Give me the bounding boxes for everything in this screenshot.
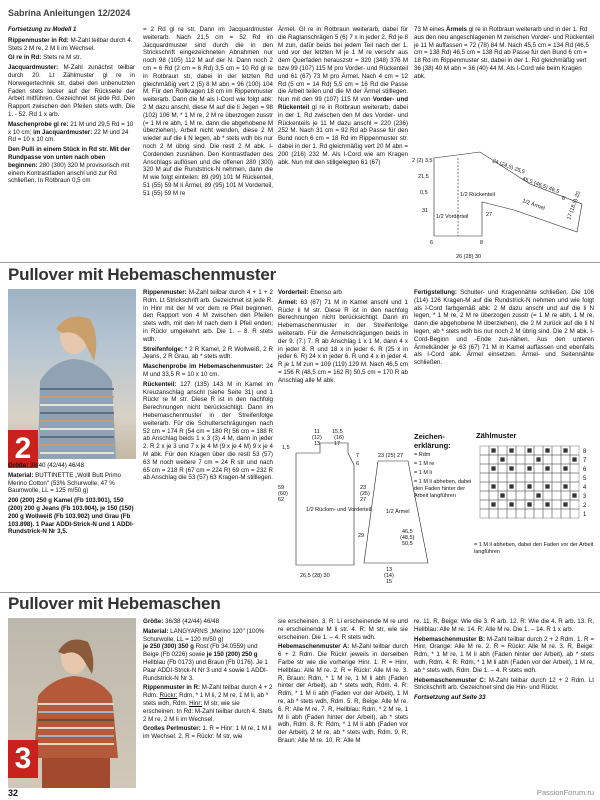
row-number: 2: [583, 503, 587, 509]
dim-label: (12): [312, 435, 322, 441]
label: Hebemaschenmuster C:: [414, 676, 486, 684]
text: re. 11. R, Beige: Wie die 3. R arb. 12. R: Wie die 4. R arb. 13. R, Hellblau: Alle M re. 14. R: Alle M re. Die 1. – 14. R 1 x arb.: [414, 618, 594, 633]
grid-mark: [528, 467, 532, 471]
dim-label: (16): [334, 435, 344, 441]
dim-label: (60): [278, 491, 288, 497]
dim-label: (25): [360, 491, 370, 497]
text: BUTTINETTE „Wolll Butt Primo Merino Cotton" (53% Schurwolle, 47 % Baumwolle, LL = 125 m/50 g): [8, 471, 122, 495]
legend-item: = 1 M li abheben, dabei den Faden hinter der Arbeit langführen: [414, 479, 472, 499]
grid-cell: [552, 500, 561, 509]
grid-cell: [498, 482, 507, 491]
grid-cell: [516, 482, 525, 491]
label: Vorder- und Rückenteil: [278, 96, 408, 111]
grid-cell: [516, 500, 525, 509]
legend: [414, 432, 476, 502]
text: 73 M eines: [414, 26, 446, 33]
text: M-Zahl zunächst teilbar durch 20. Lt Zählmuster gl re in Norwegertechnik str, dabei den unbenutzten Faden stets locker auf der Rückseite der Arbeit mitführen. Gezeichnet ist jede Rd. Den Rapport zwischen den Pfeilen stets wdh. Die 1. - 52. Rd 1 x arb.: [8, 64, 135, 118]
grid-cell: [534, 500, 543, 509]
sec2-col1: [8, 462, 138, 538]
grid-cell: [498, 464, 507, 473]
grid-mark: [510, 503, 514, 507]
sec2-col4: [414, 289, 594, 369]
label: Jacquardmuster:: [8, 64, 59, 72]
grid-mark: [573, 458, 577, 462]
grid-cell: [480, 455, 489, 464]
grid-mark: [492, 503, 496, 507]
legend-note: = 1 M li abheben, dabei den Faden vor der Arbeit langführen: [474, 542, 594, 555]
dim-label: 50,5: [402, 541, 413, 547]
legend-title: Zeichen-erklärung:: [414, 432, 451, 450]
text: LANGYARNS „Merino 120" (100% Schurwolle, LL = 120 m/50 g): [143, 627, 265, 643]
grid-mark: [492, 449, 496, 453]
grid-mark: [546, 449, 550, 453]
grid-mark: [564, 467, 568, 471]
text: Ärmel. Gl re in Rotbraun weiterarb, dabei für die Raglanschrägen 5 (6) 7 x in jeder 2. Rd je 8 M zun, dafür beids bei jedem Teil nach der 1. und vor der letzten M je 1 M re verschr aus dem Querfaden herauszstr = 320 (348) 376 M bzw 99 (107) 115 M pro Vorder- und Rückenteil und 61 (67) 73 M pro Ärmel. Nach 4 cm = 12 Rd (5 cm = 14 Rd) 5,5 cm = 16 Rd die Passe die Arbeit teilen und die M der Ärmel stilllegen. Nun mit den 99 (107) 115 M von: [278, 26, 408, 104]
grid-cell: [516, 509, 525, 518]
part-label: 1/2 Rücken- und Vorderteil: [306, 507, 372, 513]
text: je 150 (200) 250 g: [206, 651, 258, 659]
text: 21 M und 29,5 Rd = 10 x 10 cm;: [8, 120, 134, 136]
continuation-label: Fortsetzung zu Modell 1: [8, 27, 77, 33]
continuation-note: Fortsetzung auf Seite 33: [414, 694, 486, 702]
section-divider: [0, 262, 600, 263]
label: Rippenmuster in R:: [143, 684, 201, 692]
sec3-col2: [278, 618, 408, 747]
dim-label: 17 (18,5) 20: [566, 190, 583, 221]
col3-top: [278, 26, 408, 166]
grid-mark: [537, 494, 541, 498]
grid-cell: [552, 482, 561, 491]
text: 24 M und 33,5 R = 10 x 10 cm.: [143, 363, 273, 378]
trousers: [42, 758, 110, 788]
part-label: 1/2 Ärmel: [386, 509, 410, 515]
col2-top: = 2 Rd gl re str. Dann im Jacquardmuster weiterarb. Nach 21,5 cm = 52 Rd im Jacquardmuster sind durch die in den Strickschrift eingezeichneten Abnahmen nur noch 98 (105) 112 M auf der N. Dann noch 2 cm = 6 Rd (2 cm = 6 Rd) 3,5 cm = 10 Rd gl re in Rotbraun str, dabei in der letzten Rd gleichmäßig vert 2 (5) 8 M abn = 96 (100) 104 M. Für den Rollkragen 18 cm im Rippenmuster weiterarb. Dann die M als I-Cord wie folgt abk: 2 M dazu anschl, diese M auf die li Jegen = 98 (102) 106 M, * 1 M re, 2 M re überzogen zusstr (= 1 M re abh, 1 M re, dann die abgehobene M überziehen), Arbeit nicht wenden, diese 2 M wieder auf die li N legen, ab * stets wdh bis nur noch 2 M übrig sind. Die restl 2 M abk. I-Cordenden zusnähen. Den Kontrastfaden des Anschlags auflösen und die offenen 280 (300) 320 M auf die Rundstrick-N nehmen, dann die M wie folgt einteilen: 89 (99) 101 M Rückenteil, 51 (55) 59 M li Ärmel, 89 (95) 101 M Vorderteil, 51 (55) 59 M re: [143, 26, 273, 197]
col1-top: [8, 26, 135, 187]
grid-mark: [564, 503, 568, 507]
row-number: 5: [583, 476, 587, 482]
grid-cell: [498, 500, 507, 509]
part-label: 1/2 Vorderteil: [436, 214, 469, 220]
text: je 250 (300) 350 g: [143, 643, 194, 651]
dim-label: 24 (24,5) 25,5: [491, 158, 526, 176]
grid-mark: [537, 458, 541, 462]
sweater: [34, 676, 118, 758]
text: gl re in Rotbraun weiterarb, dabei in der 1. Rd zwischen den M des Vorder- und Rückenteils je 11 M dazu anschl = 220 (236) 252 M. Nach 31 cm = 92 Rd ab Passe für den Bund noch 6 cm = 18 Rd im Rippenmuster str. dabei in der 1. Rd gleichmäßig vert 20 M abn = 200 (216) 232 M. Als I-Cord wie am Kragen abk. Nun mit den stillgelegten 61 (67): [278, 103, 408, 166]
label: Großes Perlmuster:: [143, 725, 201, 733]
text: Hellblau (Fb 0173) und Braun (Fb 0176). Je 1 Paar ADDI-Strick-N Nr 3 und 4 sowie 1 ADDI-Rundstrick-N Nr 3.: [143, 658, 268, 682]
text: gl re in Rotbraun weiterarb und in der 1. Rd aus den neu angeschlagenen M zwischen Vorder- und Rückenteil je 11 M auffassen = 72 (78) 84 M. Nach 45,5 cm = 134 Rd (46,5 cm = 138 Rd) 46,5 cm = 138 Rd ab Passe für den Bund 6 cm = 18 Rd im Rippenmuster str, dabei in der 1. Rd gleichmäßig vert 36 (38) 40 M abn = 36 (40) 44 M. Als I-Cord wie beim Kragen abk.: [414, 26, 594, 80]
grid-cell: [480, 491, 489, 500]
grid-cell: [552, 455, 561, 464]
grid-cell: [543, 473, 552, 482]
grid-cell: [561, 509, 570, 518]
grid-mark: [528, 485, 532, 489]
grid-cell: [534, 446, 543, 455]
zaehlmuster-title: Zählmuster: [476, 431, 517, 440]
grid-cell: [489, 473, 498, 482]
dim-label: 6: [430, 240, 434, 246]
grid-cell: [534, 464, 543, 473]
text: 36/38 (42/44) 46/48: [163, 618, 220, 625]
page-number: 32: [8, 788, 19, 798]
dim-label: 2 (2) 3,5: [412, 158, 433, 164]
chart-title: [476, 432, 516, 441]
text: 280 (300) 320 M provisorisch mit einem Kontrastfaden anschl und zur Rd schließen. In Rotbraun 0,5 cm: [8, 161, 130, 185]
grid-cell: [516, 464, 525, 473]
dim-label: 13: [314, 441, 321, 447]
grid-mark: [510, 485, 514, 489]
label: Gl re in Rd:: [8, 54, 42, 62]
label: Größe:: [8, 462, 29, 469]
label: Hebemaschenmuster B:: [414, 635, 486, 643]
grid-cell: [570, 446, 579, 455]
dim-label: (48,5): [400, 535, 415, 541]
dim-label: 27: [486, 212, 493, 218]
grid-mark: [492, 485, 496, 489]
text: 1. R = Hinr: 1 M re, 1 M li im Wechsel. 2. R = Rückr: M str, wie: [143, 725, 272, 741]
dim-label: 6: [356, 461, 360, 467]
grid-cell: [507, 509, 516, 518]
grid-cell: [525, 473, 534, 482]
grid-cell: [480, 509, 489, 518]
dim-label: (14): [384, 573, 394, 579]
text: M-Zahl teilbar durch 2 + 2 Rdm. 1. R = Hinr, Orange: Alle M re. 2. R = Rückr: Alle M re. 3. R, Beige: Rdm, * 1 M re, 1 M li abh (Faden hinter der Arbeit), ab * stets wdh, Rdm. 4. R: Rdm, * 1 M li abh (Faden vor der Arbeit), 1 M re, ab * stets wdh, Rdm. Die 1. – 4. R stets wdh.: [414, 635, 594, 674]
label: Material:: [8, 471, 34, 479]
grid-cell: [489, 455, 498, 464]
label: Maschenprobe im Hebemaschenmuster:: [143, 363, 264, 371]
grid-cell: [525, 509, 534, 518]
label: Rippenmuster:: [143, 289, 187, 296]
legend-item: = 1 M li: [414, 470, 432, 476]
label: Rückenteil:: [143, 380, 177, 388]
grid-mark: [546, 467, 550, 471]
text: M str, wie sie erscheinen. In Rd: M-Zahl teilbar durch 4. Stets 2 M re, 2 M li im Wechsel.: [143, 699, 273, 723]
text: Rdm, * 1 M li, 2 M re, 1 M li, ab * stets wdh, Rdm.: [143, 692, 269, 707]
label: Den Pulli in einem Stück in Rd str. Mit der Rundpasse von unten nach oben beginnen:: [8, 146, 131, 169]
grid-mark: [510, 449, 514, 453]
grid-mark: [564, 485, 568, 489]
label: Maschenprobe gl re:: [8, 120, 69, 128]
grid-cell: [570, 482, 579, 491]
grid-cell: [570, 473, 579, 482]
grid-cell: [498, 509, 507, 518]
magazine-header: Sabrina Anleitungen 12/2024: [8, 8, 131, 18]
body-outline: [296, 443, 354, 565]
legend-item: = Rdm: [414, 452, 431, 458]
grid-cell: [507, 455, 516, 464]
row-number: 4: [583, 485, 587, 491]
section-divider: [0, 592, 600, 593]
dim-label: 26,5 (28) 30: [300, 573, 330, 579]
row-number: 3: [583, 494, 587, 500]
dim-label: 27: [360, 497, 367, 503]
grid-mark: [546, 485, 550, 489]
grid-cell: [552, 509, 561, 518]
row-number: 1: [583, 512, 587, 518]
grid-cell: [543, 491, 552, 500]
text: Schulter- und Kragennähte schließen. Die 106 (114) 126 Kragen-M auf die Rundstrick-N nehmen und wie folgt als I-Cord farbgemäß abk: 2 M dazu anschl und auf die li N legen, * 1 M re, 2 M re überzogen zusstr (= 1 M re abh, 1 M re, dann die abgehobene M überziehen), die 2 M zurück auf die li N legen, ab * stets wdh bis nur noch 2 M übrig sind. Die 2 M abk. I-Cord-Beginn und -Ende zus-nähen. Aus den unteren Ärmelkänder je 63 (67) 71 M in Kamel auffassen und ebenfalls als I-Cord abk. Ärmel einsetzen. Ärmel- und Seitennähte schließen.: [414, 289, 594, 367]
grid-cell: [498, 446, 507, 455]
dim-label: 59: [278, 485, 285, 491]
label: Vorderteil:: [278, 289, 309, 296]
label: Größe:: [143, 618, 164, 625]
grid-cell: [480, 500, 489, 509]
text: Rost (Fb 34.0559) und Beige (Fb 0226) sowie: [143, 643, 258, 659]
dim-label: 17: [334, 441, 341, 447]
label: Material:: [143, 627, 169, 635]
grid-mark: [528, 503, 532, 507]
sec2-col3: [278, 289, 408, 387]
dim-label: 26 (28) 30: [456, 254, 482, 260]
grid-cell: [552, 464, 561, 473]
grid-mark: [501, 458, 505, 462]
grid-mark: [492, 467, 496, 471]
row-number: 6: [583, 467, 587, 473]
text: 63 (67) 71 M in Kamel anschl und 1 Rückr li M str. Diese R ist in den nachfolg Berechnungen nicht berücksichtigt. Dann im Hebemaschenmuster in der Streifenfolge weiterarb. Für die Ärmelschrägungen beids in der 9. (7.) 7. R ab Anschlag 1 x 1 M, dann 4 x in jeder 8. R und 18 x in jeder 6. R (25 x in jeder 6. R) 24 x in jeder 6. R und 4 x in jeder 4. R je 1 M zun = 109 (119) 129 M. Nach 46,5 cm = 156 R (48,5 cm = 162 R) 50,5 cm = 170 R ab Anschlag alle M abk.: [278, 298, 408, 384]
text: Ebenso arb: [308, 289, 342, 296]
dim-label: 23: [360, 485, 367, 491]
model-number: 3: [8, 740, 38, 778]
text: 38/40 (42/44) 46/48: [28, 462, 85, 469]
section-title: Pullover mit Hebemaschen: [8, 594, 221, 613]
grid-cell: [534, 473, 543, 482]
dim-label: 46,5: [402, 529, 413, 535]
label: Hebemaschenmuster A:: [278, 643, 350, 651]
legend-item: = 1 M re: [414, 461, 435, 467]
dim-label: 13: [386, 567, 393, 573]
part-label-line: 1/2 Rückenteil: [460, 192, 495, 198]
grid-mark: [510, 467, 514, 471]
grid-cell: [516, 455, 525, 464]
dim-label: 29: [358, 533, 365, 539]
text: 22 M und 24 Rd = 10 x 10 cm.: [8, 128, 129, 144]
dim-label: 23 (25) 27: [378, 453, 404, 459]
grid-cell: [480, 446, 489, 455]
label: Streifenfolge:: [143, 345, 183, 353]
grid-mark: [501, 494, 505, 498]
grid-cell: [570, 500, 579, 509]
dim-label: 21,5: [418, 174, 429, 180]
grid-cell: [534, 509, 543, 518]
grid-cell: [489, 509, 498, 518]
dim-label: 31: [422, 208, 429, 214]
dim-label: 6: [562, 196, 566, 202]
grid-cell: [489, 491, 498, 500]
dim-label: 15,5: [332, 429, 343, 435]
dim-label: 15: [386, 579, 393, 585]
text: M-Zahl teilbar durch 4 + 2 Rdm.: [143, 684, 273, 700]
dim-label: 45,5 (46,5) 46,5: [521, 176, 560, 196]
grid-cell: [543, 509, 552, 518]
text: Hinr:: [189, 699, 203, 707]
text: Stets re M str.: [41, 54, 82, 62]
row-number: 7: [583, 458, 587, 464]
col4-top: [414, 26, 594, 81]
label: Ärmel:: [278, 298, 298, 306]
dim-label: 7: [356, 453, 360, 459]
label: im Jacquardmuster:: [33, 128, 93, 136]
text: * 2 R Kamel, 2 R Wollweiß, 2 R Jeans, 2 R Grau, ab * stets wdh.: [143, 345, 273, 361]
label: Rippenmuster in Rd:: [8, 36, 69, 44]
part-label: [460, 192, 495, 198]
grid-cell: [561, 473, 570, 482]
text: M-Zahl teilbar durch 4. Stets 2 M re, 2 M li im Wechsel.: [8, 36, 133, 52]
text: Rückr:: [159, 692, 178, 700]
grid-mark: [528, 449, 532, 453]
grid-cell: [516, 491, 525, 500]
dim-label: 1,5: [282, 445, 290, 451]
text: 127 (135) 143 M in Kamel im Kreuzanschlag anschl (siehe Seite 31) und 1 Rückr re M str. Diese R ist in den nachfolg Berechnungen nicht berücksichtigt. Dann im Hebemaschenmuster in der Streifenfolge weiterarb. Für die Schulterschrägungen nach 52 cm = 174 R (54 cm = 180 R) 56 cm = 188 R ab Anschlag beids 1 x 3 (3) 4 M, dann in jeder 2. R 2 x je 3 und 7 x je 4 M (9 x je 4 M) 9 x je 4 M abk. Für den Kragen über die restl 53 (57) 63 M noch weitere 7 cm = 24 R str und nach 65 cm = 218 R (67 cm = 224 R) 69 cm = 232 R ab Anschlag die 53 (57) 63 Kragen-M stilllegen.: [143, 380, 274, 482]
part-label: 1/2 Ärmel: [521, 198, 546, 212]
grid-cell: [525, 491, 534, 500]
text: sie erscheinen. 3. R: Li erscheinende M re und re erscheinende M li str. 4. R: M str, wie sie erscheinen. Die 1. – 4. R stets wdh.: [278, 618, 408, 641]
grid-cell: [552, 446, 561, 455]
grid-cell: [570, 509, 579, 518]
label: Ärmels: [446, 26, 467, 33]
dim-label: 8: [480, 240, 484, 246]
grid-cell: [552, 491, 561, 500]
grid-cell: [480, 473, 489, 482]
zaehlmuster-grid: [474, 442, 596, 538]
materials: 200 (200) 250 g Kamel (Fb 103.901), 150 (200) 200 g Jeans (Fb 103.904), je 150 (150) 200 g Wollweiß (Fb 103.902) und Grau (Fb 103.898). 1 Paar ADDI-Strick-N und 1 ADDI-Rundstrick-N Nr 3,5.: [8, 497, 134, 536]
model-number: 2: [8, 430, 38, 468]
row-number: 8: [583, 449, 587, 455]
grid-cell: [507, 491, 516, 500]
grid-cell: [534, 482, 543, 491]
text: M-Zahl teilbar durch 12 + 2 Rdm. Lt Strickschrift arb. Gezeichnet sind die Hin- und Rückr.: [414, 676, 595, 692]
dim-label: 11: [314, 429, 320, 435]
grid-cell: [552, 473, 561, 482]
grid-cell: [525, 455, 534, 464]
dim-label: 0,5: [420, 190, 428, 196]
grid-cell: [516, 446, 525, 455]
grid-mark: [573, 494, 577, 498]
grid-cell: [498, 473, 507, 482]
grid-cell: [543, 455, 552, 464]
grid-cell: [507, 473, 516, 482]
grid-mark: [546, 503, 550, 507]
dim-label: 62: [278, 497, 285, 503]
grid-mark: [564, 449, 568, 453]
grid-cell: [570, 464, 579, 473]
grid-cell: [480, 464, 489, 473]
grid-cell: [561, 491, 570, 500]
text: M-Zahl teilbar durch 6 + 2 Rdm. Die Rückr jeweils in derselben Farbe str wie die vorherige Hinr. 1. R = Hinr, Hellblau: Alle M re. 2. R = Rückr: Alle M re. 3. R, Braun: Rdm, * 1 M re, 1 M li abh (Faden hinter der Arbeit), ab * stets wdh, Rdm. 4. R: Rdm, * 1 M li abh (Faden vor der Arbeit), 1 M re, ab * stets wdh, Rdm. 5. R, Beige: Alle M re. 6. R: Alle M re. 7. R, Hellblau: Rdm, * 2 M re, 1 M li abh (Faden hinter der Arbeit), ab * stets wdh, Rdm. 8. R: Rdm, * 1 M li abh (Faden vor der Arbeit), 2 M re, ab * stets wdh, Rdm. 9. R, Braun: Alle M re. 10. R: Alle M: [278, 643, 409, 744]
label: Fertigstellung:: [414, 289, 457, 296]
grid-cell: [561, 455, 570, 464]
text: M-Zahl teilbar durch 4 + 1 + 2 Rdm. Lt Strickschrift arb. Gezeichnet ist jede R. In Hinr mit der M vor dem re Pfeil beginnen, den Rapport von 4 M zwischen den Pfeilen stets wdh, mit den M nach dem li Pfeil enden; in Rückr umgekehrt arb. Die 1. – 8. R stets wdh.: [143, 289, 273, 343]
section-title: Pullover mit Hebemaschenmuster: [8, 265, 276, 284]
sec3-col1: [143, 618, 273, 743]
watermark: PassionForum.ru: [536, 788, 594, 797]
grid-cell: [516, 473, 525, 482]
sec2-col2: [143, 289, 273, 484]
sec3-col3: [414, 618, 594, 704]
grid-cell: [480, 482, 489, 491]
schematic-modell1: [412, 132, 596, 262]
